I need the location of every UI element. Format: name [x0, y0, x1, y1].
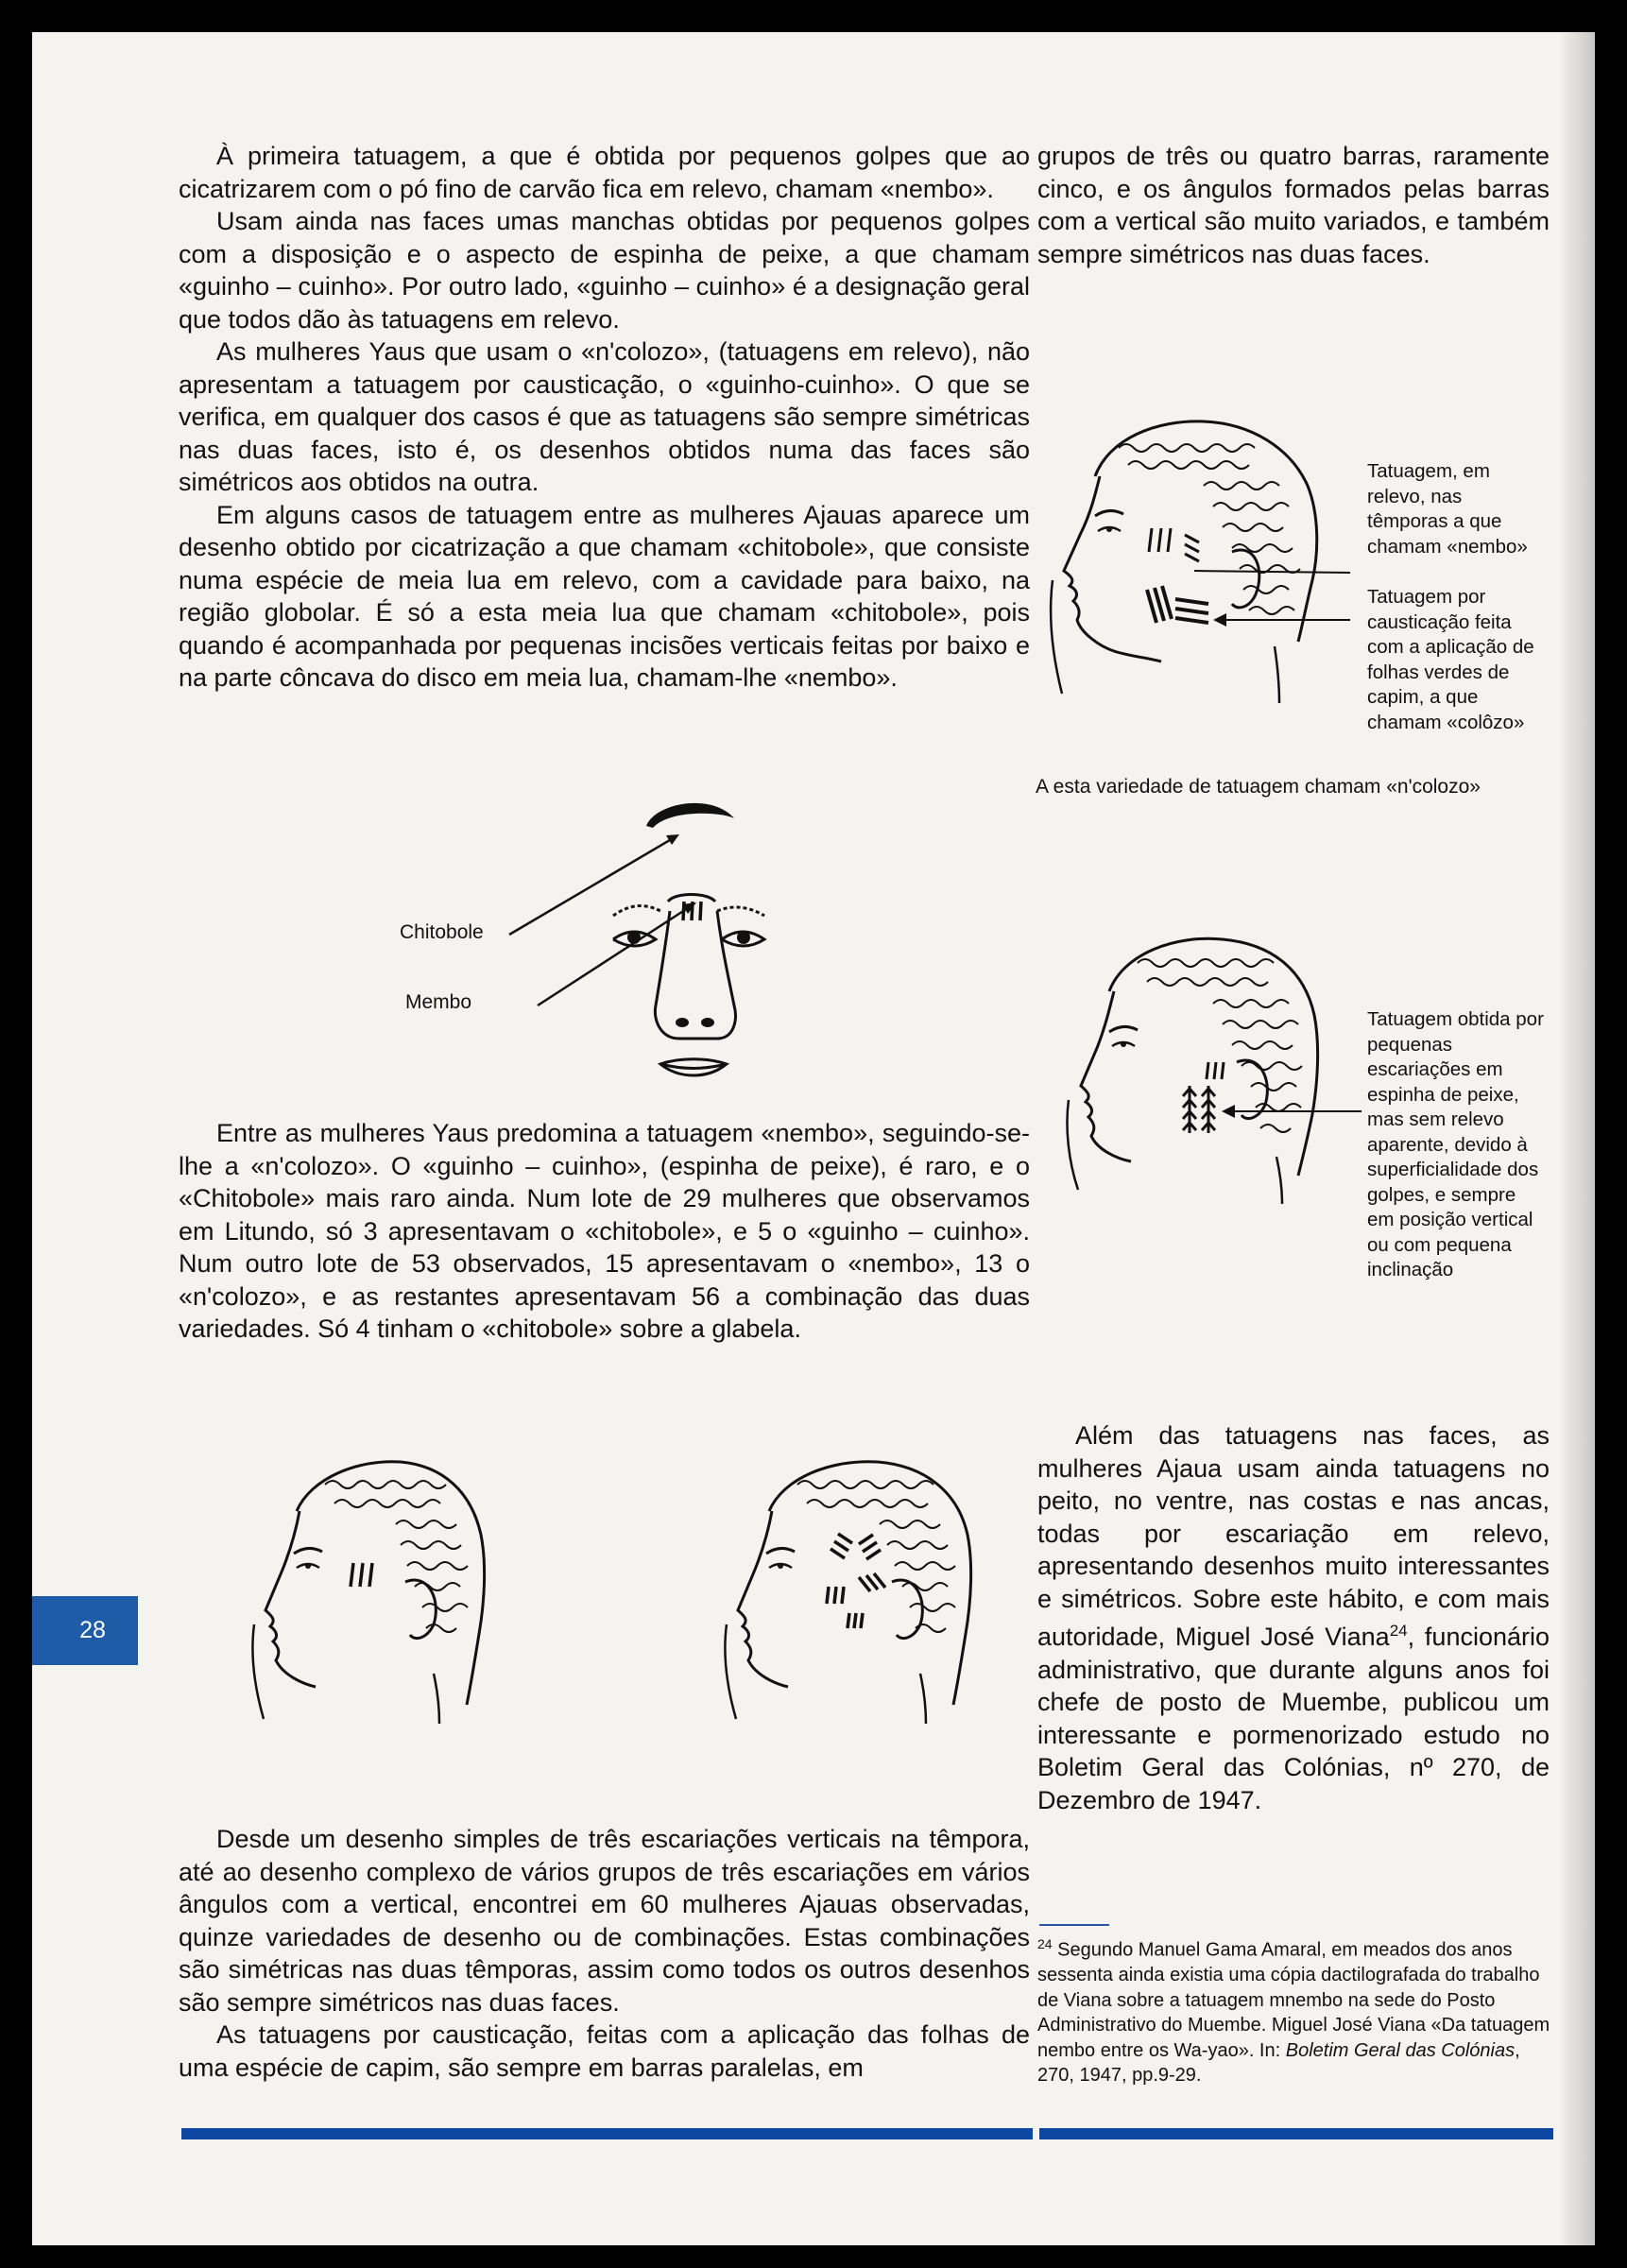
footnote-separator: [1039, 1924, 1109, 1926]
paragraph: Entre as mulheres Yaus predomina a tatuagem «nembo», seguindo-se-lhe a «n'colozo». O «guinho – cuinho», (espinha de peixe), é raro, e o «Chitobole» mais raro ainda. Num lote de 29 mulheres que observamos em Litundo, só 3 apresentavam o «chitobole», e 5 o «guinho – cuinho». Num outro lote de 53 observados, 15 apresentavam o «nembo», 13 o «n'colozo», e as restantes apresentavam 56 a combinação das duas variedades. Só 4 tinham o «chitobole» sobre a glabela.: [179, 1119, 1030, 1343]
footnote-body: Segundo Manuel Gama Amaral, em meados dos anos sessenta ainda existia uma cópia dactilografada do trabalho de Viana sobre a tatuagem mnembo na sede do Posto Administrativo do Muembe. Miguel José Viana «Da tatuagem nembo entre os Wa-yao». In:: [1037, 1939, 1550, 2061]
left-column-middle-text: [179, 1117, 1030, 1346]
right-column-top-text: [1037, 140, 1550, 270]
footnote-publication: Boletim Geral das Colónias: [1285, 2039, 1516, 2061]
page-number-tab: [32, 1596, 138, 1665]
paragraph: As mulheres Yaus que usam o «n'colozo», (tatuagens em relevo), não apresentam a tatuagem por causticação, o «guinho-cuinho». O que se verifica, em qualquer dos casos é que as tatuagens são sempre simétricas nas duas faces, isto é, os desenhos obtidos numa das faces são simétricos aos obtidos na outra.: [179, 337, 1030, 496]
paragraph: Em alguns casos de tatuagem entre as mulheres Ajauas aparece um desenho obtido por cicatrização a que chamam «chitobole», que consiste numa espécie de meia lua em relevo, com a cavidade para baixo, na região globolar. É só a esta meia lua que chamam «chitobole», pois quando é acompanhada por pequenas incisões verticais feitas por baixo e na parte côncava do disco em meia lua, chamam-lhe «nembo».: [179, 500, 1030, 692]
left-column-bottom-text: [179, 1823, 1030, 2084]
paragraph: Usam ainda nas faces umas manchas obtidas por pequenos golpes com a disposição e o aspecto de espinha de peixe, a que chamam «guinho – cuinho». Por outro lado, «guinho – cuinho» é a designação geral que todos dão às tatuagens em relevo.: [179, 207, 1030, 334]
figure-head-temple-marks-2: [717, 1454, 1001, 1728]
figure-head-herringbone: [1057, 930, 1369, 1213]
paper-edge-shadow: [1561, 32, 1595, 2245]
text-segment: Além das tatuagens nas faces, as mulheres Ajaua usam ainda tatuagens no peito, no ventre, nas costas e nas ancas, todas por escariação em relevo, apresentando desenhos muito interessantes e simétricos. Sobre este hábito, e com mais autoridade, Miguel José Viana: [1037, 1421, 1550, 1651]
right-column-bottom-text: [1037, 1419, 1550, 1816]
paragraph: As tatuagens por causticação, feitas com a aplicação das folhas de uma espécie de capim, são sempre em barras paralelas, em: [179, 2020, 1030, 2082]
label-membo: Membo: [405, 991, 472, 1013]
footnote-text: [1037, 1932, 1551, 2088]
head-profile-illustration: [1057, 930, 1369, 1213]
figure-head-temple-marks-1: [245, 1454, 500, 1728]
figure1-caption: A esta variedade de tatuagem chamam «n'colozo»: [1036, 776, 1481, 798]
paragraph: grupos de três ou quatro barras, raramente cinco, e os ângulos formados pelas barras com a vertical são muito variados, e também sempre simétricos nas duas faces.: [1037, 142, 1550, 268]
figure-head-nembo-colozo: [1043, 410, 1355, 713]
label-chitobole: Chitobole: [400, 921, 484, 943]
head-profile-illustration: [245, 1454, 500, 1728]
face-front-illustration: [481, 769, 840, 1091]
paragraph: [1037, 1419, 1550, 1816]
figure1-label-bottom: Tatuagem por causticação feita com a aplicação de folhas verdes de capim, a que chamam «colôzo»: [1367, 586, 1534, 733]
bottom-rule-right: [1039, 2128, 1553, 2139]
left-column-top-text: [179, 140, 1030, 695]
paragraph: Desde um desenho simples de três escariações verticais na têmpora, até ao desenho complexo de vários grupos de três escariações em vários ângulos com a vertical, encontrei em 60 mulheres Ajauas observadas, quinze variedades de desenho ou de combinações. Estas combinações são simétricas nas duas têmporas, assim como todos os outros desenhos são sempre simétricos nas duas faces.: [179, 1825, 1030, 2017]
bottom-rule-left: [181, 2128, 1033, 2139]
page: [32, 32, 1595, 2245]
figure-face-front: [481, 769, 840, 1091]
figure1-label-top: Tatuagem, em relevo, nas têmporas a que chamam «nembo»: [1367, 460, 1528, 558]
figure2-label: Tatuagem obtida por pequenas escariações em espinha de peixe, mas sem relevo aparente, devido à superficialidade dos golpes, e sempre em posição vertical ou com pequena inclinação: [1367, 1008, 1544, 1280]
head-profile-illustration: [1043, 410, 1355, 713]
paragraph: À primeira tatuagem, a que é obtida por pequenos golpes que ao cicatrizarem com o pó fino de carvão fica em relevo, chamam «nembo».: [179, 142, 1030, 203]
head-profile-illustration: [717, 1454, 1001, 1728]
page-number: 28: [79, 1617, 106, 1643]
footnote: [1037, 1932, 1551, 2088]
footnote-end: , 270, 1947, pp.9-29.: [1037, 2039, 1520, 2087]
footnote-ref[interactable]: 24: [1389, 1622, 1408, 1640]
footnote-number: 24: [1037, 1936, 1053, 1951]
text-segment: , funcionário administrativo, que durante alguns anos foi chefe de posto de Muembe, publicou um interessante e pormenorizado estudo no Boletim Geral das Colónias, nº 270, de Dezembro de 1947.: [1037, 1623, 1550, 1814]
